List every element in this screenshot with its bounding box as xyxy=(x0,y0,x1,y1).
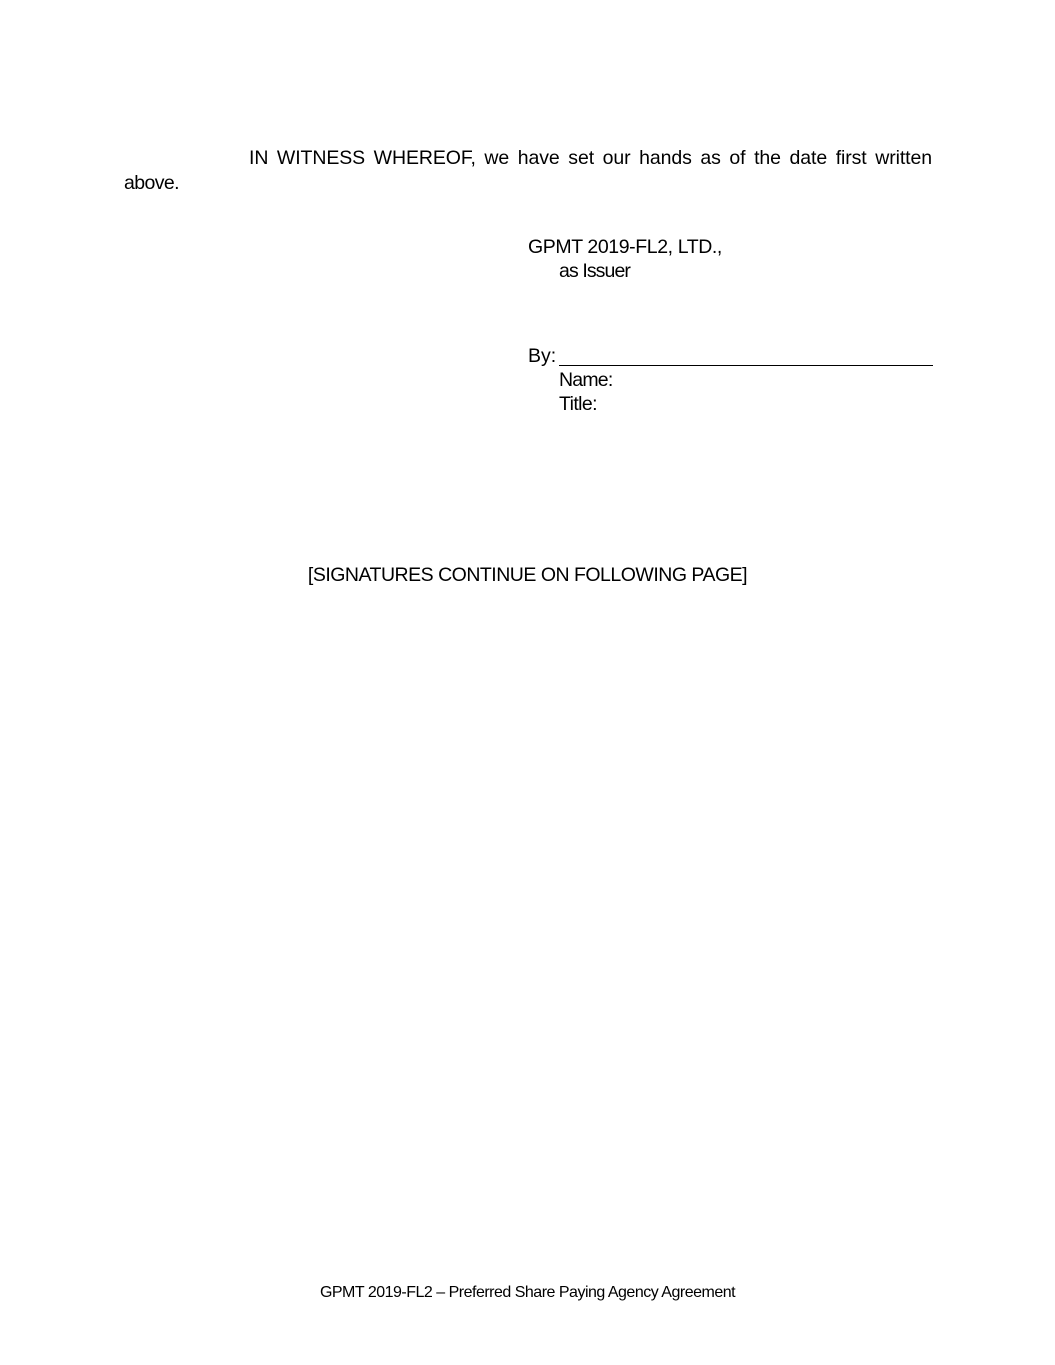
page-footer: GPMT 2019-FL2 – Preferred Share Paying Agency Agreement xyxy=(319,1284,736,1301)
entity-role: as Issuer xyxy=(559,260,631,282)
continuation-note: [SIGNATURES CONTINUE ON FOLLOWING PAGE] xyxy=(307,564,748,586)
witness-paragraph-line-2: above. xyxy=(124,172,179,194)
signature-rule xyxy=(559,365,933,366)
title-label: Title: xyxy=(559,393,597,415)
name-label: Name: xyxy=(559,369,613,391)
witness-paragraph-line-1: IN WITNESS WHEREOF, we have set our hands as of the date first written xyxy=(249,147,932,169)
signature-line xyxy=(528,344,933,368)
by-label: By: xyxy=(528,345,557,367)
entity-name: GPMT 2019-FL2, LTD., xyxy=(528,236,722,258)
